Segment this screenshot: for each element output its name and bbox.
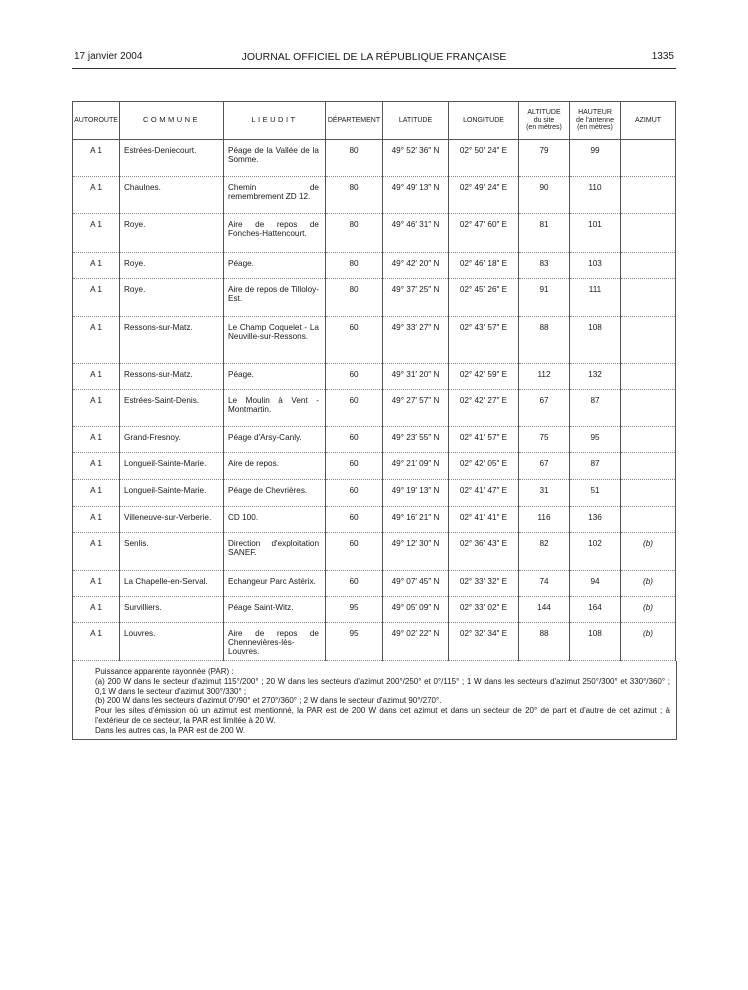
lieudit-cell: Péage. <box>224 253 326 279</box>
table-row <box>73 597 676 623</box>
latitude-cell: 49° 49′ 13″ N <box>383 177 449 214</box>
commune-cell: Estrées-Saint-Denis. <box>120 390 224 427</box>
departement-cell: 80 <box>326 214 383 253</box>
table-row <box>73 279 676 317</box>
azimut-cell <box>621 453 676 480</box>
table-row <box>73 571 676 597</box>
hauteur-cell: 164 <box>570 597 621 623</box>
footnote-azimut-rule: Pour les sites d'émission où un azimut est mentionné, la PAR est de 200 W dans cet azimut et dans un secteur de 20° de part et d'autre de cet azimut ; à l'extérieur de ce secteur, la PAR est limitée à 20 W. <box>95 706 670 725</box>
commune-cell: Louvres. <box>120 623 224 661</box>
longitude-cell: 02° 43′ 57″ E <box>449 317 519 364</box>
altitude-cell: 82 <box>519 533 570 571</box>
lieudit-cell: Péage de la Vallée de la Somme. <box>224 140 326 177</box>
col-altitude-line3: (en mètres) <box>526 124 562 132</box>
lieudit-cell: Aire de repos de Fonches-Hattencourt. <box>224 214 326 253</box>
footnote-a: (a) 200 W dans le secteur d'azimut 115°/200° ; 20 W dans les secteurs d'azimut 200°/250° et 0°/115° ; 1 W dans les secteurs d'azimut 250°/300° et 330°/360° ; 0,1 W dans le secteur d'azimut 300°/330° ; <box>95 676 670 696</box>
departement-cell: 60 <box>326 390 383 427</box>
hauteur-cell: 101 <box>570 214 621 253</box>
lieudit-cell: Aire de repos de Chennevières-lès-Louvres. <box>224 623 326 661</box>
commune-cell: Survilliers. <box>120 597 224 623</box>
header-rule <box>72 68 676 69</box>
table-row <box>73 390 676 427</box>
altitude-cell: 144 <box>519 597 570 623</box>
lieudit-cell: Le Moulin à Vent - Montmartin. <box>224 390 326 427</box>
departement-cell: 95 <box>326 623 383 661</box>
azimut-cell: (b) <box>621 533 676 571</box>
commune-cell: Roye. <box>120 253 224 279</box>
col-hauteur <box>570 102 621 140</box>
longitude-cell: 02° 41′ 57″ E <box>449 427 519 453</box>
hauteur-cell: 95 <box>570 427 621 453</box>
latitude-cell: 49° 07′ 45″ N <box>383 571 449 597</box>
longitude-cell: 02° 50′ 24″ E <box>449 140 519 177</box>
latitude-cell: 49° 42′ 20″ N <box>383 253 449 279</box>
table-row <box>73 253 676 279</box>
table-row <box>73 214 676 253</box>
departement-cell: 95 <box>326 597 383 623</box>
altitude-cell: 79 <box>519 140 570 177</box>
altitude-cell: 83 <box>519 253 570 279</box>
lieudit-cell: Direction d'exploitation SANEF. <box>224 533 326 571</box>
altitude-cell: 88 <box>519 623 570 661</box>
altitude-cell: 91 <box>519 279 570 317</box>
autoroute-cell: A 1 <box>73 597 120 623</box>
col-longitude: LONGITUDE <box>449 102 519 140</box>
commune-cell: Ressons-sur-Matz. <box>120 317 224 364</box>
table-row <box>73 364 676 390</box>
table-row <box>73 453 676 480</box>
altitude-cell: 31 <box>519 480 570 507</box>
hauteur-cell: 108 <box>570 317 621 364</box>
longitude-cell: 02° 33′ 02″ E <box>449 597 519 623</box>
longitude-cell: 02° 45′ 26″ E <box>449 279 519 317</box>
autoroute-cell: A 1 <box>73 533 120 571</box>
departement-cell: 60 <box>326 507 383 533</box>
altitude-cell: 112 <box>519 364 570 390</box>
autoroute-cell: A 1 <box>73 507 120 533</box>
hauteur-cell: 108 <box>570 623 621 661</box>
footnotes <box>72 661 677 740</box>
altitude-cell: 67 <box>519 453 570 480</box>
footnote-other-cases: Dans les autres cas, la PAR est de 200 W. <box>95 725 246 735</box>
hauteur-cell: 87 <box>570 453 621 480</box>
lieudit-cell: CD 100. <box>224 507 326 533</box>
table-row <box>73 533 676 571</box>
footnote-b: (b) 200 W dans les secteurs d'azimut 0°/90° et 270°/360° ; 2 W dans le secteur d'azimut 90°/270°. <box>95 696 442 706</box>
commune-cell: Longueil-Sainte-Marie. <box>120 453 224 480</box>
latitude-cell: 49° 33′ 27″ N <box>383 317 449 364</box>
table-row <box>73 480 676 507</box>
commune-cell: Ressons-sur-Matz. <box>120 364 224 390</box>
col-hauteur-line1: HAUTEUR <box>578 108 612 116</box>
autoroute-cell: A 1 <box>73 140 120 177</box>
lieudit-cell: Péage de Chevrières. <box>224 480 326 507</box>
autoroute-cell: A 1 <box>73 427 120 453</box>
table-row <box>73 623 676 661</box>
commune-cell: Estrées-Deniecourt. <box>120 140 224 177</box>
autoroute-cell: A 1 <box>73 253 120 279</box>
col-altitude-line1: ALTITUDE <box>527 108 561 116</box>
latitude-cell: 49° 23′ 55″ N <box>383 427 449 453</box>
departement-cell: 60 <box>326 480 383 507</box>
departement-cell: 80 <box>326 140 383 177</box>
autoroute-cell: A 1 <box>73 571 120 597</box>
col-altitude <box>519 102 570 140</box>
issue-date: 17 janvier 2004 <box>74 51 143 62</box>
hauteur-cell: 111 <box>570 279 621 317</box>
longitude-cell: 02° 41′ 47″ E <box>449 480 519 507</box>
altitude-cell: 74 <box>519 571 570 597</box>
journal-title: JOURNAL OFFICIEL DE LA RÉPUBLIQUE FRANÇAISE <box>241 51 507 63</box>
latitude-cell: 49° 37′ 25″ N <box>383 279 449 317</box>
azimut-cell <box>621 140 676 177</box>
altitude-cell: 116 <box>519 507 570 533</box>
hauteur-cell: 102 <box>570 533 621 571</box>
sites-table <box>72 101 676 661</box>
commune-cell: Senlis. <box>120 533 224 571</box>
departement-cell: 60 <box>326 571 383 597</box>
latitude-cell: 49° 31′ 20″ N <box>383 364 449 390</box>
autoroute-cell: A 1 <box>73 453 120 480</box>
azimut-cell <box>621 279 676 317</box>
longitude-cell: 02° 32′ 34″ E <box>449 623 519 661</box>
departement-cell: 80 <box>326 279 383 317</box>
azimut-cell <box>621 317 676 364</box>
altitude-cell: 90 <box>519 177 570 214</box>
longitude-cell: 02° 36′ 43″ E <box>449 533 519 571</box>
azimut-cell <box>621 177 676 214</box>
azimut-cell <box>621 364 676 390</box>
table-row <box>73 177 676 214</box>
lieudit-cell: Péage. <box>224 364 326 390</box>
page-number: 1335 <box>651 51 674 62</box>
autoroute-cell: A 1 <box>73 623 120 661</box>
table-header-row <box>73 102 676 140</box>
latitude-cell: 49° 27′ 57″ N <box>383 390 449 427</box>
lieudit-cell: Echangeur Parc Astérix. <box>224 571 326 597</box>
hauteur-cell: 103 <box>570 253 621 279</box>
hauteur-cell: 94 <box>570 571 621 597</box>
hauteur-cell: 51 <box>570 480 621 507</box>
commune-cell: Roye. <box>120 279 224 317</box>
col-autoroute: AUTOROUTE <box>73 102 120 140</box>
longitude-cell: 02° 42′ 59″ E <box>449 364 519 390</box>
departement-cell: 80 <box>326 177 383 214</box>
autoroute-cell: A 1 <box>73 214 120 253</box>
azimut-cell: (b) <box>621 597 676 623</box>
table-row <box>73 140 676 177</box>
col-lieudit: LIEUDIT <box>224 102 326 140</box>
col-commune: COMMUNE <box>120 102 224 140</box>
autoroute-cell: A 1 <box>73 317 120 364</box>
departement-cell: 60 <box>326 317 383 364</box>
azimut-cell <box>621 390 676 427</box>
azimut-cell <box>621 427 676 453</box>
longitude-cell: 02° 49′ 24″ E <box>449 177 519 214</box>
altitude-cell: 75 <box>519 427 570 453</box>
hauteur-cell: 136 <box>570 507 621 533</box>
altitude-cell: 67 <box>519 390 570 427</box>
altitude-cell: 81 <box>519 214 570 253</box>
latitude-cell: 49° 16′ 21″ N <box>383 507 449 533</box>
col-latitude: LATITUDE <box>383 102 449 140</box>
commune-cell: Roye. <box>120 214 224 253</box>
lieudit-cell: Chemin de remembrement ZD 12. <box>224 177 326 214</box>
lieudit-cell: Péage d'Arsy-Canly. <box>224 427 326 453</box>
latitude-cell: 49° 19′ 13″ N <box>383 480 449 507</box>
autoroute-cell: A 1 <box>73 390 120 427</box>
table-row <box>73 427 676 453</box>
departement-cell: 60 <box>326 533 383 571</box>
autoroute-cell: A 1 <box>73 177 120 214</box>
longitude-cell: 02° 47′ 60″ E <box>449 214 519 253</box>
commune-cell: Villeneuve-sur-Verberie. <box>120 507 224 533</box>
departement-cell: 60 <box>326 453 383 480</box>
departement-cell: 60 <box>326 364 383 390</box>
latitude-cell: 49° 46′ 31″ N <box>383 214 449 253</box>
longitude-cell: 02° 33′ 32″ E <box>449 571 519 597</box>
azimut-cell <box>621 253 676 279</box>
autoroute-cell: A 1 <box>73 279 120 317</box>
departement-cell: 60 <box>326 427 383 453</box>
col-azimut: AZIMUT <box>621 102 676 140</box>
lieudit-cell: Le Champ Coquelet - La Neuville-sur-Ressons. <box>224 317 326 364</box>
longitude-cell: 02° 42′ 05″ E <box>449 453 519 480</box>
latitude-cell: 49° 05′ 09″ N <box>383 597 449 623</box>
page-header <box>74 51 674 65</box>
azimut-cell <box>621 507 676 533</box>
longitude-cell: 02° 46′ 18″ E <box>449 253 519 279</box>
latitude-cell: 49° 21′ 09″ N <box>383 453 449 480</box>
commune-cell: Grand-Fresnoy. <box>120 427 224 453</box>
col-departement: DÉPARTEMENT <box>326 102 383 140</box>
autoroute-cell: A 1 <box>73 480 120 507</box>
col-hauteur-line3: (en mètres) <box>577 124 613 132</box>
col-hauteur-line2: de l'antenne <box>576 116 614 124</box>
autoroute-cell: A 1 <box>73 364 120 390</box>
commune-cell: Longueil-Sainte-Marie. <box>120 480 224 507</box>
hauteur-cell: 110 <box>570 177 621 214</box>
hauteur-cell: 87 <box>570 390 621 427</box>
azimut-cell <box>621 214 676 253</box>
commune-cell: Chaulnes. <box>120 177 224 214</box>
altitude-cell: 88 <box>519 317 570 364</box>
footnote-par-title: Puissance apparente rayonnée (PAR) : <box>95 667 234 676</box>
longitude-cell: 02° 41′ 41″ E <box>449 507 519 533</box>
latitude-cell: 49° 52′ 36″ N <box>383 140 449 177</box>
table-row <box>73 317 676 364</box>
table-row <box>73 507 676 533</box>
commune-cell: La Chapelle-en-Serval. <box>120 571 224 597</box>
hauteur-cell: 132 <box>570 364 621 390</box>
lieudit-cell: Péage Saint-Witz. <box>224 597 326 623</box>
lieudit-cell: Aire de repos. <box>224 453 326 480</box>
longitude-cell: 02° 42′ 27″ E <box>449 390 519 427</box>
lieudit-cell: Aire de repos de Tilloloy-Est. <box>224 279 326 317</box>
azimut-cell <box>621 480 676 507</box>
hauteur-cell: 99 <box>570 140 621 177</box>
col-altitude-line2: du site <box>533 116 555 124</box>
latitude-cell: 49° 12′ 30″ N <box>383 533 449 571</box>
azimut-cell: (b) <box>621 571 676 597</box>
latitude-cell: 49° 02′ 22″ N <box>383 623 449 661</box>
departement-cell: 80 <box>326 253 383 279</box>
azimut-cell: (b) <box>621 623 676 661</box>
